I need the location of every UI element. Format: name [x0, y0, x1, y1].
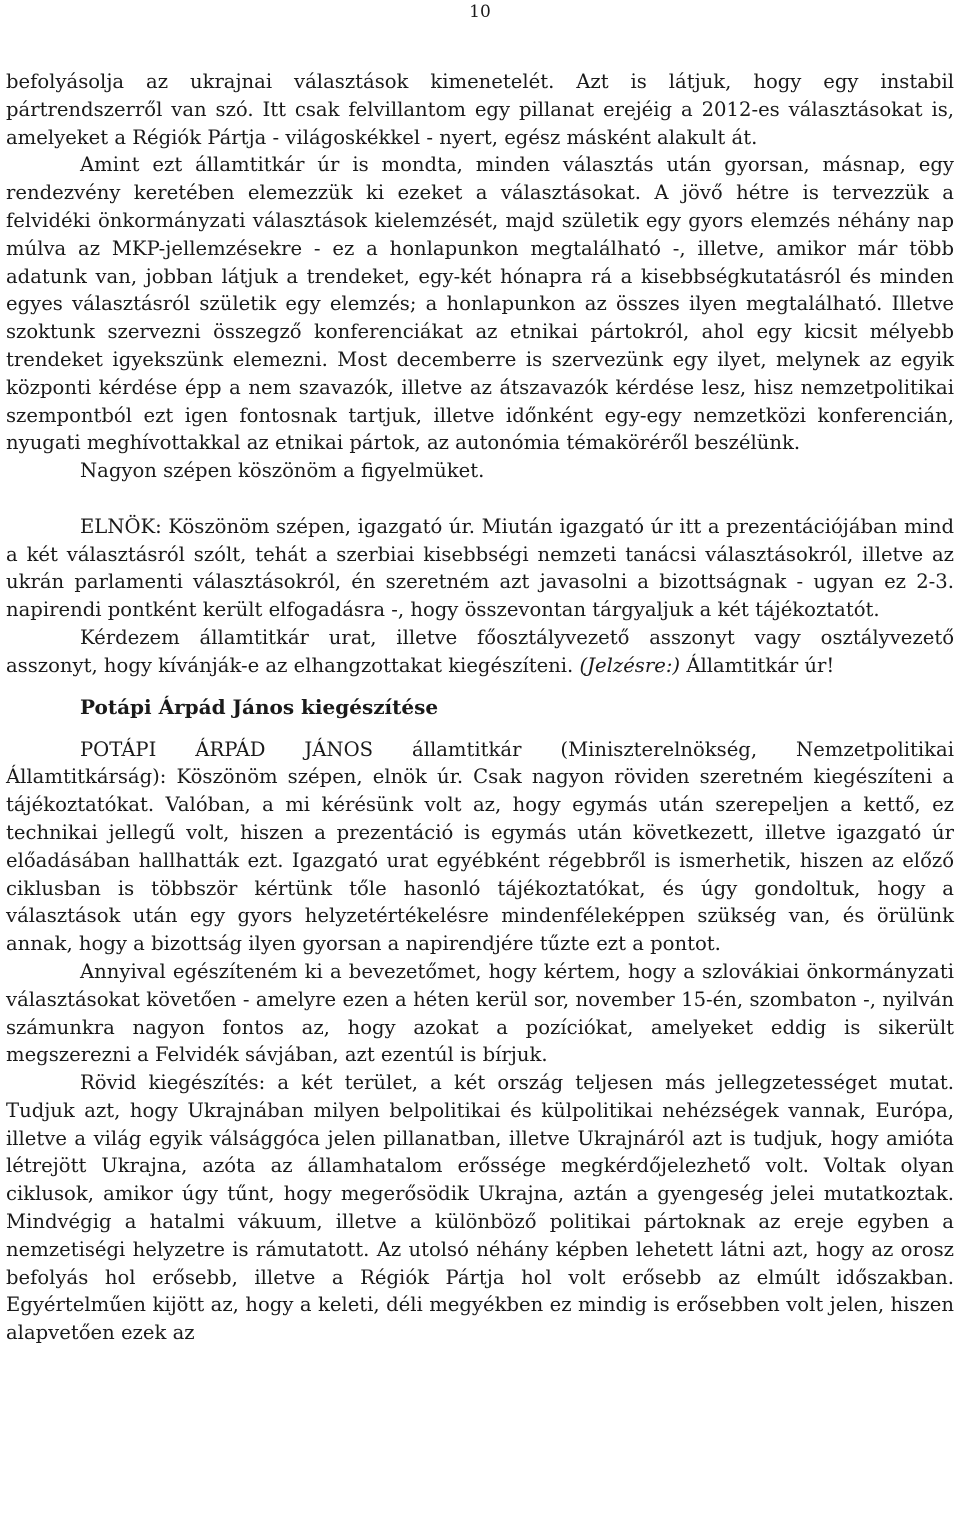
paragraph-thanks: Nagyon szépen köszönöm a figyelmüket. [80, 459, 485, 483]
paragraph-chair-remarks: ELNÖK: Köszönöm szépen, igazgató úr. Miután igazgató úr itt a prezentációjában mind a két választásról szólt, tehát a szerbiai kisebbségi nemzeti tanácsi választásokról, illetve az ukrán parlamenti választásokról, én szeretném azt javasolni a bizottságnak - ugyan ez 2-3. napirendi pontként került elfogadásra -, hogy összevontan tárgyaljuk a két tájékoztatót. [6, 514, 954, 622]
paragraph-analysis-events: Amint ezt államtitkár úr is mondta, minden választás után gyorsan, másnap, egy rendezvény keretében elemezzük ki ezeket a választásokat. A jövő hétre is tervezzük a felvidéki önkormányzati választások kielemzését, majd születik egy gyors elemzés néhány nap múlva az MKP-jellemzésekre - ez a honlapunkon megtalálható -, illetve, amikor már több adatunk van, jobban látjuk a trendeket, egy-két hónapra rá a kisebbségkutatásról és minden egyes választásról születik egy elemzés; a honlapunkon az összes ilyen megtalálható. Illetve szoktunk szervezni összegző konferenciákat az etnikai pártokról, ahol egy kicsit mélyebb trendeket igyekszünk elemezni. Most decemberre is szervezünk egy ilyet, melynek az egyik központi kérdése épp a nem szavazók, illetve az átszavazók kérdése lesz, hisz nemzetpolitikai szempontból ezt igen fontosnak tartjuk, illetve időnként egy-egy nemzetközi konferencián, nyugati meghívottakkal az etnikai pártok, az autonómia témaköréről beszélünk. [6, 153, 954, 455]
section-heading: Potápi Árpád János kiegészítése [80, 694, 439, 719]
question-text: Kérdezem államtitkár urat, illetve főosztályvezető asszonyt vagy osztályvezető asszonyt, hogy kívánják-e az elhangzottakat kiegészíteni. [6, 625, 954, 677]
page-number: 10 [469, 2, 491, 22]
paragraph-ukraine-context: Rövid kiegészítés: a két terület, a két ország teljesen más jellegzetességet mutat. Tudjuk azt, hogy Ukrajnában milyen belpolitikai és külpolitikai nehézségek vannak, Európa, illetve a világ egyik válsággóca jelen pillanatban, illetve Ukrajnáról azt is tudjuk, hogy amióta létrejött Ukrajna, azóta az államhatalom erőssége megkérdőjelezhető volt. Voltak olyan ciklusok, amikor úgy tűnt, hogy megerősödik Ukrajna, aztán a gyengeség jelei mutatkoztak. Mindvégig a hatalmi vákuum, illetve a különböző politikai pártoknak az ereje egyben a nemzetiségi helyzetre is rámutatott. Az utolsó néhány képben lehetett látni azt, hogy az orosz befolyás hol erősebb, illetve a Régiók Pártja hol volt erősebb az elmúlt időszakban. Egyértelműen kijött az, hogy a keleti, déli megyékben ez mindig is erősebben volt jelen, hiszen alapvetően ezek az [6, 1071, 954, 1345]
paragraph-chair-question [6, 624, 954, 680]
paragraph-slovak-elections: Annyival egészíteném ki a bevezetőmet, hogy kértem, hogy a szlovákiai önkormányzati választásokat követően - amelyre ezen a héten kerül sor, november 15-én, szombaton -, nyilván számunkra nagyon fontos az, hogy azokat a pozíciókat, amelyeket eddig is sikerült megszerezni a Felvidék sávjában, azt ezentúl is bírjuk. [6, 959, 954, 1067]
stage-direction: (Jelzésre:) [579, 653, 681, 677]
document-body [6, 68, 954, 1347]
paragraph-state-secretary-intro: POTÁPI ÁRPÁD JÁNOS államtitkár (Miniszterelnökség, Nemzetpolitikai Államtitkárság): Köszönöm szépen, elnök úr. Csak nagyon röviden szeretném kiegészíteni a tájékoztatókat. Valóban, a mi kérésünk volt az, hogy egymás után szerepeljen a kettő, ez technikai jellegű volt, hiszen a prezentáció is egymás után következett, illetve igazgató úr előadásában hallhatták ezt. Igazgató urat egyébként régebbről is ismerhetik, hiszen az előző ciklusban is többször kértünk tőle hasonló tájékoztatókat, és úgy gondoltuk, hogy a választások után egy gyors helyzetértékelésre mindenféleképpen szükség van, és örülünk annak, hogy a bizottság ilyen gyorsan a napirendjére tűzte ezt a pontot. [6, 737, 954, 956]
paragraph-continuation: befolyásolja az ukrajnai választások kimenetelét. Azt is látjuk, hogy egy instabil pártrendszerről van szó. Itt csak felvillantom egy pillanat erejéig a 2012-es választásokat is, amelyeket a Régiók Pártja - világoskékkel - nyert, egész másként alakult át. [6, 70, 954, 149]
question-address: Államtitkár úr! [686, 653, 835, 677]
